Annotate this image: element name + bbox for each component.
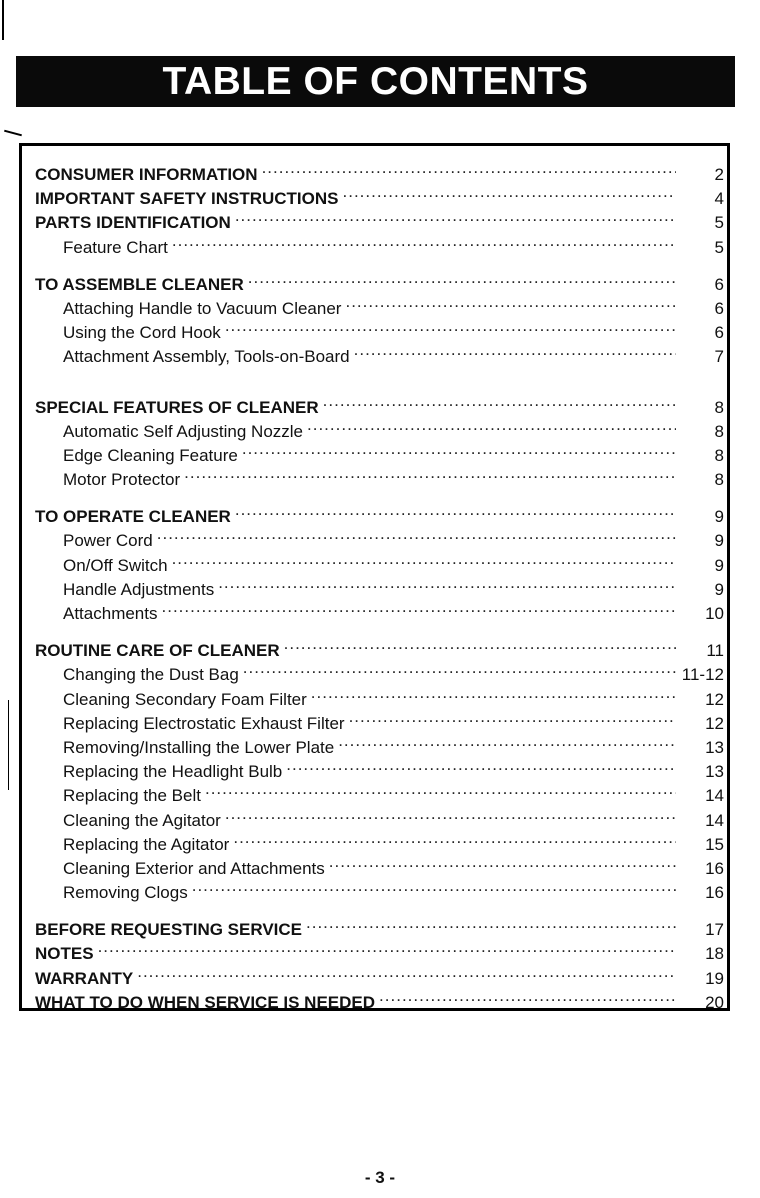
toc-entry-page: 13 [705, 762, 724, 782]
toc-entry-title: Handle Adjustments [63, 579, 215, 599]
toc-entry-title: Cleaning Exterior and Attachments [63, 858, 325, 878]
toc-entry-title: WHAT TO DO WHEN SERVICE IS NEEDED [35, 992, 376, 1012]
toc-subsection[interactable] [35, 656, 724, 685]
header-banner [16, 56, 735, 107]
toc-entry-page: 15 [705, 834, 724, 854]
toc-entry-page: 8 [714, 421, 724, 441]
toc-leader-dots [205, 777, 676, 801]
toc-entry-title: Attachment Assembly, Tools-on-Board [63, 347, 350, 367]
toc-leader-dots [284, 632, 676, 656]
toc-entry-title: Power Cord [63, 531, 153, 551]
toc-leader-dots [338, 729, 676, 753]
toc-entry-page: 9 [714, 531, 724, 551]
scan-mark [4, 130, 22, 137]
toc-subsection[interactable] [35, 290, 724, 318]
toc-entry-page: 6 [714, 274, 724, 294]
toc-entry-page: 19 [705, 968, 724, 988]
toc-entry-title: TO OPERATE CLEANER [35, 507, 231, 527]
toc-entry-page: 9 [714, 555, 724, 575]
toc-entry-page: 10 [705, 604, 724, 623]
toc-entry-title: NOTES [35, 944, 94, 964]
toc-subsection[interactable] [35, 753, 724, 782]
toc-subsection[interactable] [35, 413, 724, 441]
toc-entry-title: Cleaning Secondary Foam Filter [63, 689, 307, 709]
toc-entry-page: 4 [714, 189, 724, 209]
toc-entry-page: 9 [714, 507, 724, 527]
toc-entry-title: Cleaning the Agitator [63, 810, 221, 830]
toc-entry-title: Replacing the Headlight Bulb [63, 762, 283, 782]
toc-subsection[interactable] [35, 595, 724, 623]
toc-section[interactable] [35, 960, 724, 988]
toc-leader-dots [262, 156, 676, 180]
toc-leader-dots [343, 180, 677, 204]
toc-leader-dots [243, 656, 676, 680]
toc-entry-title: Attachments [63, 604, 158, 623]
toc-entry-page: 7 [714, 347, 724, 367]
toc-section[interactable] [35, 984, 724, 1012]
toc-leader-dots [286, 753, 676, 777]
toc-section[interactable] [35, 389, 724, 417]
toc-entry-page: 5 [714, 237, 724, 257]
toc-subsection[interactable] [35, 461, 724, 490]
toc-entry-page: 8 [714, 445, 724, 465]
toc-entry-title: WARRANTY [35, 968, 134, 988]
toc-subsection[interactable] [35, 826, 724, 854]
scan-mark [8, 700, 9, 790]
toc-section[interactable] [35, 911, 724, 940]
toc-entry-title: Changing the Dust Bag [63, 665, 239, 685]
scan-mark [2, 0, 4, 40]
toc-entry-title: Replacing the Agitator [63, 834, 230, 854]
toc-subsection[interactable] [35, 681, 724, 709]
toc-entry-title: Replacing Electrostatic Exhaust Filter [63, 713, 345, 733]
toc-entry-title: SPECIAL FEATURES OF CLEANER [35, 397, 319, 417]
toc-leader-dots [172, 547, 676, 571]
toc-section[interactable] [35, 632, 724, 661]
toc-leader-dots [235, 498, 676, 522]
toc-leader-dots [162, 595, 677, 619]
toc-subsection[interactable] [35, 547, 724, 575]
toc-entry-title: Attaching Handle to Vacuum Cleaner [63, 298, 342, 318]
toc-gap [35, 376, 724, 389]
toc-leader-dots [172, 229, 676, 253]
toc-subsection[interactable] [35, 338, 724, 367]
toc-subsection[interactable] [35, 522, 724, 551]
toc-entry-page: 16 [705, 858, 724, 878]
toc-entry-page: 6 [714, 298, 724, 318]
toc-subsection[interactable] [35, 229, 724, 257]
toc-entry-title: On/Off Switch [63, 555, 168, 575]
toc-entry-page: 17 [705, 920, 724, 940]
toc-subsection[interactable] [35, 705, 724, 733]
toc-entry-title: Replacing the Belt [63, 786, 201, 806]
toc-leader-dots [248, 266, 676, 290]
toc-leader-dots [311, 681, 676, 705]
toc-entry-page: 2 [714, 165, 724, 184]
toc-section[interactable] [35, 935, 724, 964]
toc-entry-title: Edge Cleaning Feature [63, 445, 238, 465]
toc-section[interactable] [35, 266, 724, 294]
toc-leader-dots [157, 522, 676, 546]
toc-entry-page: 18 [705, 944, 724, 964]
toc-entry-page: 8 [714, 397, 724, 417]
toc-entry-page: 13 [705, 737, 724, 757]
toc-leader-dots [345, 290, 676, 314]
toc-entry-page: 16 [705, 883, 724, 903]
toc-subsection[interactable] [35, 729, 724, 757]
toc-entry-title: Removing Clogs [63, 883, 188, 903]
toc-entry-page: 14 [705, 810, 724, 830]
toc-section[interactable] [35, 204, 724, 233]
toc-entry-page: 6 [714, 323, 724, 343]
toc-subsection[interactable] [35, 571, 724, 599]
toc-leader-dots [329, 850, 676, 874]
toc-entry-title: TO ASSEMBLE CLEANER [35, 274, 244, 294]
toc-entry-page: 11 [706, 641, 724, 661]
toc-subsection[interactable] [35, 850, 724, 878]
toc-entry-page: 20 [705, 992, 724, 1012]
toc-section[interactable] [35, 180, 724, 209]
toc-entry-title: IMPORTANT SAFETY INSTRUCTIONS [35, 189, 339, 209]
toc-leader-dots [349, 705, 676, 729]
toc-leader-dots [225, 314, 676, 338]
toc-entry-title: Motor Protector [63, 470, 181, 490]
toc-box [19, 143, 730, 1011]
toc-leader-dots [323, 389, 676, 413]
toc-entry-title: BEFORE REQUESTING SERVICE [35, 920, 303, 940]
page-number: - 3 - [364, 1168, 396, 1187]
toc-subsection[interactable] [35, 874, 724, 903]
toc-leader-dots [192, 874, 676, 898]
toc-entry-page: 5 [714, 213, 724, 233]
toc-entry-title: CONSUMER INFORMATION [35, 165, 258, 184]
toc-leader-dots [307, 413, 676, 437]
toc-leader-dots [379, 984, 676, 1008]
toc-entry-title: PARTS IDENTIFICATION [35, 213, 231, 233]
toc-entry-title: Automatic Self Adjusting Nozzle [63, 421, 304, 441]
toc-section[interactable] [35, 498, 724, 527]
page-title: TABLE OF CONTENTS [162, 60, 589, 103]
toc-subsection[interactable] [35, 802, 724, 830]
toc-leader-dots [242, 437, 676, 461]
toc-list [35, 156, 724, 1012]
toc-entry-page: 11-12 [681, 665, 724, 685]
toc-entry-page: 14 [705, 786, 724, 806]
toc-entry-title: Removing/Installing the Lower Plate [63, 737, 335, 757]
toc-leader-dots [233, 826, 676, 850]
toc-subsection[interactable] [35, 314, 724, 343]
toc-leader-dots [225, 802, 676, 826]
toc-entry-page: 9 [714, 579, 724, 599]
toc-subsection[interactable] [35, 777, 724, 806]
toc-leader-dots [354, 338, 676, 362]
toc-entry-page: 8 [714, 470, 724, 490]
toc-leader-dots [218, 571, 676, 595]
toc-entry-page: 12 [705, 713, 724, 733]
toc-leader-dots [306, 911, 676, 935]
toc-leader-dots [184, 461, 676, 485]
toc-leader-dots [235, 204, 676, 228]
toc-entry-title: Using the Cord Hook [63, 323, 221, 343]
toc-subsection[interactable] [35, 437, 724, 465]
toc-entry-title: ROUTINE CARE OF CLEANER [35, 641, 280, 661]
toc-entry-page: 12 [705, 689, 724, 709]
toc-leader-dots [137, 960, 676, 984]
toc-leader-dots [98, 935, 676, 959]
toc-entry-title: Feature Chart [63, 237, 168, 257]
toc-section[interactable] [35, 156, 724, 184]
